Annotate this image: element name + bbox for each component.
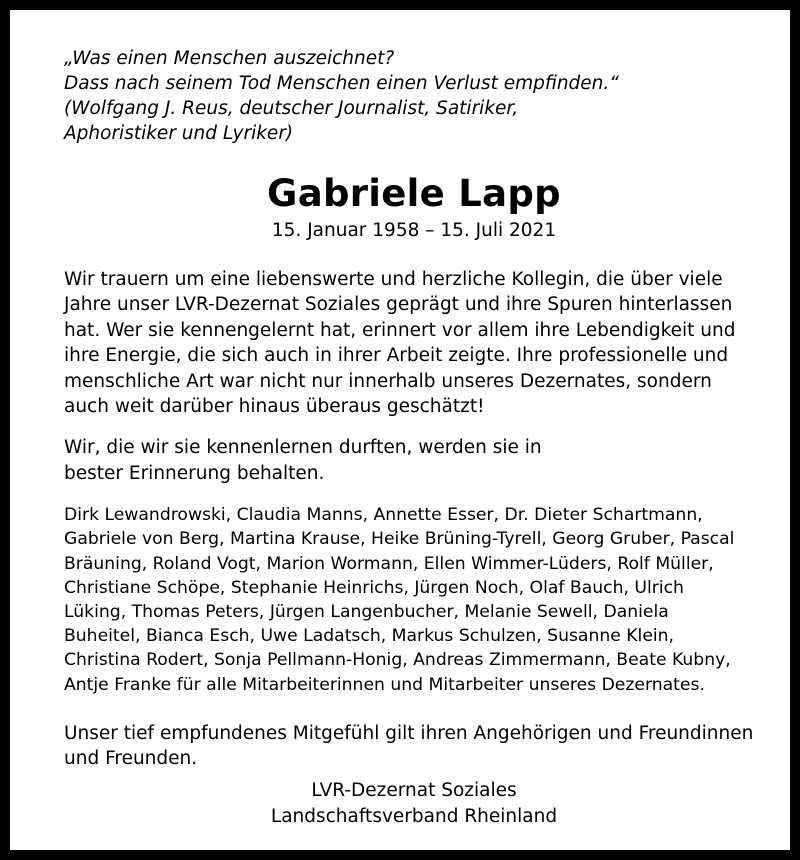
epigraph-quote	[64, 46, 764, 146]
tribute-paragraph	[64, 267, 764, 419]
quote-line: (Wolfgang J. Reus, deutscher Journalist, Satiriker,	[64, 98, 519, 119]
signature-line: Landschaftsverband Rheinland	[270, 805, 558, 827]
life-dates: 15. Januar 1958 – 15. Juli 2021	[271, 220, 557, 241]
deceased-name: Gabriele Lapp	[267, 172, 561, 215]
tribute-line: auch weit darüber hinaus überaus geschätzt!	[64, 396, 485, 418]
mourners-line: Christina Rodert, Sonja Pellmann-Honig, Andreas Zimmermann, Beate Kubny,	[64, 650, 731, 671]
remembrance-line: bester Erinnerung behalten.	[64, 462, 325, 484]
condolence-line: und Freunden.	[64, 748, 198, 770]
mourners-line: Lüking, Thomas Peters, Jürgen Langenbucher, Melanie Sewell, Daniela	[64, 602, 669, 623]
mourners-line: Antje Franke für alle Mitarbeiterinnen und Mitarbeiter unseres Dezernates.	[64, 674, 705, 695]
quote-line: Dass nach seinem Tod Menschen einen Verlust empfinden.“	[64, 73, 619, 94]
tribute-line: ihre Energie, die sich auch in ihrer Arbeit zeigte. Ihre professionelle und	[64, 345, 729, 367]
mourners-line: Gabriele von Berg, Martina Krause, Heike Brüning-Tyrell, Georg Gruber, Pascal	[64, 529, 735, 550]
tribute-line: hat. Wer sie kennengelernt hat, erinnert vor allem ihre Lebendigkeit und	[64, 319, 736, 341]
condolence-line: Unser tief empfundenes Mitgefühl gilt ihren Angehörigen und Freundinnen	[64, 722, 754, 744]
signature-block	[64, 778, 764, 830]
obituary-content	[64, 46, 764, 830]
remembrance-paragraph	[64, 435, 764, 486]
tribute-line: Jahre unser LVR-Dezernat Soziales geprägt und ihre Spuren hinterlassen	[64, 294, 733, 316]
mourners-line: Dirk Lewandrowski, Claudia Manns, Annette Esser, Dr. Dieter Schartmann,	[64, 505, 703, 526]
mourners-list	[64, 503, 764, 697]
tribute-line: menschliche Art war nicht nur innerhalb unseres Dezernates, sondern	[64, 370, 712, 392]
mourners-line: Buheitel, Bianca Esch, Uwe Ladatsch, Markus Schulzen, Susanne Klein,	[64, 626, 675, 647]
tribute-line: Wir trauern um eine liebenswerte und herzliche Kollegin, die über viele	[64, 269, 723, 290]
condolence-paragraph	[64, 721, 764, 772]
mourners-line: Bräuning, Roland Vogt, Marion Wormann, Ellen Wimmer-Lüders, Rolf Müller,	[64, 553, 714, 574]
quote-line: Aphoristiker und Lyriker)	[64, 123, 294, 144]
remembrance-line: Wir, die wir sie kennenlernen durften, werden sie in	[64, 437, 542, 459]
quote-line: „Was einen Menschen auszeichnet?	[64, 48, 395, 69]
mourners-line: Christiane Schöpe, Stephanie Heinrichs, Jürgen Noch, Olaf Bauch, Ulrich	[64, 577, 684, 598]
signature-line: LVR-Dezernat Soziales	[311, 779, 517, 801]
